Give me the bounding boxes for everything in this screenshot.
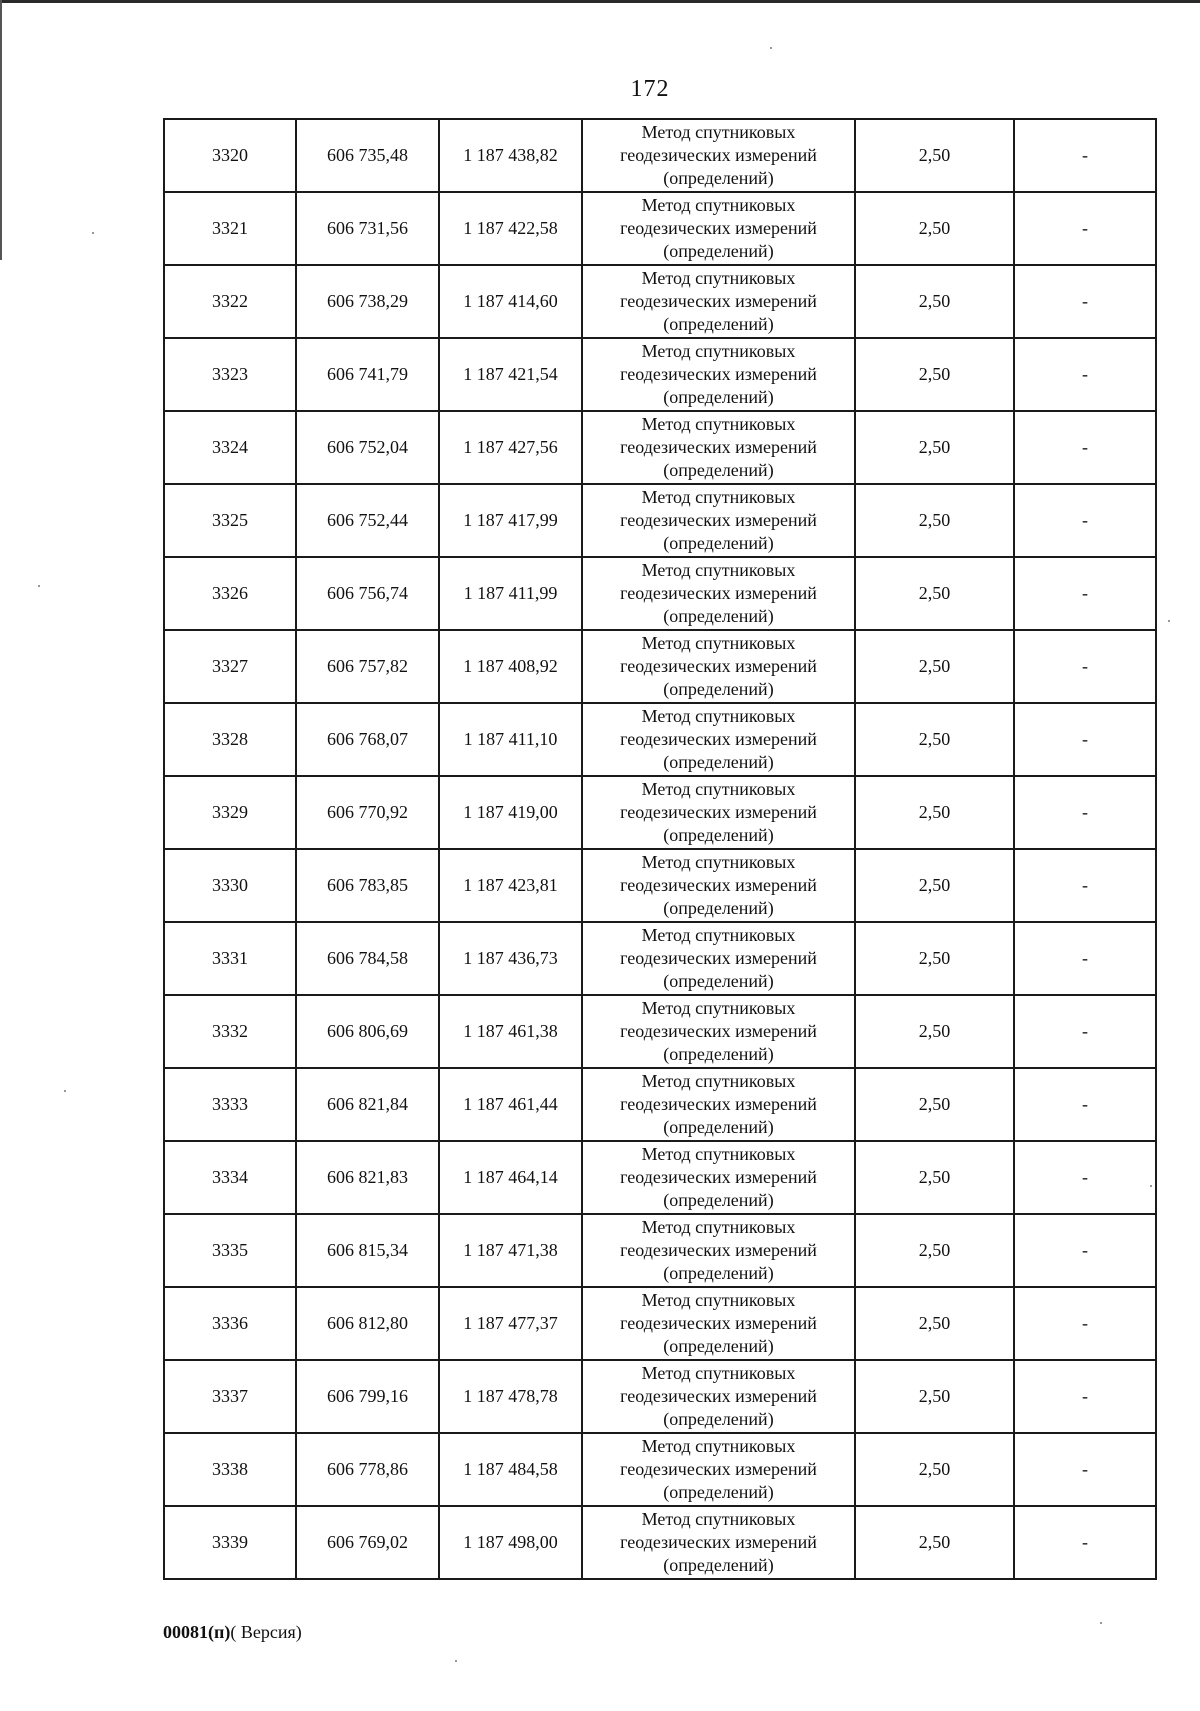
method-cell	[582, 1068, 855, 1141]
method-cell	[582, 1214, 855, 1287]
method-line: Метод спутниковых	[641, 414, 796, 434]
y-coordinate-cell: 1 187 464,14	[439, 1141, 582, 1214]
method-line: Метод спутниковых	[641, 1071, 796, 1091]
point-number-cell: 3337	[164, 1360, 296, 1433]
method-line: Метод спутниковых	[641, 998, 796, 1018]
table-row	[164, 1506, 1156, 1579]
method-line: Метод спутниковых	[641, 1436, 796, 1456]
x-coordinate-cell: 606 756,74	[296, 557, 439, 630]
table-row	[164, 1068, 1156, 1141]
scan-edge-left	[0, 0, 2, 260]
accuracy-cell: 2,50	[855, 995, 1014, 1068]
point-number-cell: 3326	[164, 557, 296, 630]
method-line: (определений)	[663, 1336, 774, 1356]
point-number-cell: 3333	[164, 1068, 296, 1141]
method-line: Метод спутниковых	[641, 122, 796, 142]
method-line: геодезических измерений	[620, 1021, 817, 1041]
table-row	[164, 630, 1156, 703]
method-line: (определений)	[663, 168, 774, 188]
point-number-cell: 3323	[164, 338, 296, 411]
scan-speck	[1150, 1185, 1152, 1187]
method-line: геодезических измерений	[620, 1386, 817, 1406]
method-line: геодезических измерений	[620, 583, 817, 603]
accuracy-cell: 2,50	[855, 922, 1014, 995]
page-number-text: 172	[630, 76, 670, 102]
method-cell	[582, 265, 855, 338]
x-coordinate-cell: 606 752,44	[296, 484, 439, 557]
accuracy-cell: 2,50	[855, 1433, 1014, 1506]
method-cell	[582, 630, 855, 703]
extra-cell: -	[1014, 1214, 1156, 1287]
x-coordinate-cell: 606 738,29	[296, 265, 439, 338]
method-line: геодезических измерений	[620, 437, 817, 457]
scan-speck	[38, 585, 40, 587]
point-number-cell: 3321	[164, 192, 296, 265]
footer-code-version: ( Версия)	[230, 1622, 302, 1642]
extra-cell: -	[1014, 1141, 1156, 1214]
method-line: (определений)	[663, 1555, 774, 1575]
x-coordinate-cell: 606 812,80	[296, 1287, 439, 1360]
extra-cell: -	[1014, 411, 1156, 484]
extra-cell: -	[1014, 192, 1156, 265]
point-number-cell: 3325	[164, 484, 296, 557]
table-row	[164, 849, 1156, 922]
method-line: Метод спутниковых	[641, 779, 796, 799]
y-coordinate-cell: 1 187 461,38	[439, 995, 582, 1068]
extra-cell: -	[1014, 265, 1156, 338]
accuracy-cell: 2,50	[855, 338, 1014, 411]
method-cell	[582, 557, 855, 630]
y-coordinate-cell: 1 187 422,58	[439, 192, 582, 265]
point-number-cell: 3335	[164, 1214, 296, 1287]
accuracy-cell: 2,50	[855, 630, 1014, 703]
method-line: геодезических измерений	[620, 1532, 817, 1552]
table-row	[164, 922, 1156, 995]
scan-speck	[770, 47, 772, 49]
y-coordinate-cell: 1 187 411,10	[439, 703, 582, 776]
point-number-cell: 3331	[164, 922, 296, 995]
x-coordinate-cell: 606 735,48	[296, 119, 439, 192]
method-line: геодезических измерений	[620, 291, 817, 311]
method-line: (определений)	[663, 241, 774, 261]
x-coordinate-cell: 606 741,79	[296, 338, 439, 411]
method-line: Метод спутниковых	[641, 925, 796, 945]
method-line: геодезических измерений	[620, 1094, 817, 1114]
x-coordinate-cell: 606 769,02	[296, 1506, 439, 1579]
point-number-cell: 3327	[164, 630, 296, 703]
y-coordinate-cell: 1 187 423,81	[439, 849, 582, 922]
accuracy-cell: 2,50	[855, 849, 1014, 922]
accuracy-cell: 2,50	[855, 411, 1014, 484]
y-coordinate-cell: 1 187 471,38	[439, 1214, 582, 1287]
table-row	[164, 265, 1156, 338]
method-line: (определений)	[663, 606, 774, 626]
method-line: Метод спутниковых	[641, 560, 796, 580]
x-coordinate-cell: 606 752,04	[296, 411, 439, 484]
extra-cell: -	[1014, 703, 1156, 776]
point-number-cell: 3324	[164, 411, 296, 484]
method-cell	[582, 338, 855, 411]
method-line: (определений)	[663, 460, 774, 480]
extra-cell: -	[1014, 1506, 1156, 1579]
extra-cell: -	[1014, 557, 1156, 630]
method-line: (определений)	[663, 1190, 774, 1210]
method-line: (определений)	[663, 971, 774, 991]
accuracy-cell: 2,50	[855, 557, 1014, 630]
y-coordinate-cell: 1 187 478,78	[439, 1360, 582, 1433]
point-number-cell: 3336	[164, 1287, 296, 1360]
table-row	[164, 557, 1156, 630]
method-line: (определений)	[663, 679, 774, 699]
x-coordinate-cell: 606 784,58	[296, 922, 439, 995]
method-line: геодезических измерений	[620, 218, 817, 238]
accuracy-cell: 2,50	[855, 265, 1014, 338]
table-row	[164, 411, 1156, 484]
table-row	[164, 1433, 1156, 1506]
extra-cell: -	[1014, 484, 1156, 557]
method-line: геодезических измерений	[620, 1240, 817, 1260]
y-coordinate-cell: 1 187 498,00	[439, 1506, 582, 1579]
accuracy-cell: 2,50	[855, 776, 1014, 849]
accuracy-cell: 2,50	[855, 1506, 1014, 1579]
x-coordinate-cell: 606 806,69	[296, 995, 439, 1068]
method-line: (определений)	[663, 1044, 774, 1064]
extra-cell: -	[1014, 1287, 1156, 1360]
accuracy-cell: 2,50	[855, 484, 1014, 557]
point-number-cell: 3329	[164, 776, 296, 849]
table-row	[164, 776, 1156, 849]
table-row	[164, 484, 1156, 557]
table-row	[164, 119, 1156, 192]
y-coordinate-cell: 1 187 484,58	[439, 1433, 582, 1506]
y-coordinate-cell: 1 187 419,00	[439, 776, 582, 849]
method-line: Метод спутниковых	[641, 706, 796, 726]
method-line: Метод спутниковых	[641, 1509, 796, 1529]
table-row	[164, 1360, 1156, 1433]
method-cell	[582, 484, 855, 557]
method-cell	[582, 995, 855, 1068]
point-number-cell: 3328	[164, 703, 296, 776]
method-line: геодезических измерений	[620, 875, 817, 895]
accuracy-cell: 2,50	[855, 1360, 1014, 1433]
method-line: геодезических измерений	[620, 656, 817, 676]
extra-cell: -	[1014, 630, 1156, 703]
method-line: Метод спутниковых	[641, 195, 796, 215]
coordinates-table-body	[164, 119, 1156, 1579]
method-line: (определений)	[663, 1482, 774, 1502]
page-number	[0, 76, 1200, 103]
scan-speck	[455, 1660, 457, 1662]
method-line: геодезических измерений	[620, 364, 817, 384]
coordinates-table	[163, 118, 1157, 1580]
y-coordinate-cell: 1 187 414,60	[439, 265, 582, 338]
y-coordinate-cell: 1 187 436,73	[439, 922, 582, 995]
method-line: (определений)	[663, 898, 774, 918]
point-number-cell: 3330	[164, 849, 296, 922]
y-coordinate-cell: 1 187 421,54	[439, 338, 582, 411]
method-cell	[582, 1287, 855, 1360]
x-coordinate-cell: 606 783,85	[296, 849, 439, 922]
method-line: геодезических измерений	[620, 1167, 817, 1187]
method-line: геодезических измерений	[620, 729, 817, 749]
method-line: геодезических измерений	[620, 510, 817, 530]
x-coordinate-cell: 606 770,92	[296, 776, 439, 849]
method-line: Метод спутниковых	[641, 341, 796, 361]
method-line: Метод спутниковых	[641, 633, 796, 653]
extra-cell: -	[1014, 1433, 1156, 1506]
point-number-cell: 3320	[164, 119, 296, 192]
accuracy-cell: 2,50	[855, 1141, 1014, 1214]
table-row	[164, 995, 1156, 1068]
x-coordinate-cell: 606 768,07	[296, 703, 439, 776]
scan-speck	[1100, 1622, 1102, 1624]
method-line: (определений)	[663, 1409, 774, 1429]
scan-edge-top	[0, 0, 1200, 3]
point-number-cell: 3322	[164, 265, 296, 338]
method-line: (определений)	[663, 752, 774, 772]
x-coordinate-cell: 606 799,16	[296, 1360, 439, 1433]
method-line: Метод спутниковых	[641, 268, 796, 288]
y-coordinate-cell: 1 187 408,92	[439, 630, 582, 703]
method-line: (определений)	[663, 533, 774, 553]
method-cell	[582, 1506, 855, 1579]
footer-code-bold: 00081(п)	[163, 1622, 231, 1642]
table-row	[164, 1214, 1156, 1287]
method-line: геодезических измерений	[620, 145, 817, 165]
y-coordinate-cell: 1 187 477,37	[439, 1287, 582, 1360]
x-coordinate-cell: 606 731,56	[296, 192, 439, 265]
method-cell	[582, 849, 855, 922]
table-row	[164, 338, 1156, 411]
method-line: (определений)	[663, 825, 774, 845]
method-cell	[582, 703, 855, 776]
method-line: (определений)	[663, 314, 774, 334]
coordinates-table-container	[163, 118, 1155, 1580]
x-coordinate-cell: 606 821,83	[296, 1141, 439, 1214]
method-cell	[582, 1141, 855, 1214]
method-line: Метод спутниковых	[641, 852, 796, 872]
accuracy-cell: 2,50	[855, 192, 1014, 265]
accuracy-cell: 2,50	[855, 703, 1014, 776]
method-line: (определений)	[663, 1263, 774, 1283]
extra-cell: -	[1014, 338, 1156, 411]
y-coordinate-cell: 1 187 417,99	[439, 484, 582, 557]
method-cell	[582, 119, 855, 192]
method-line: Метод спутниковых	[641, 1290, 796, 1310]
point-number-cell: 3332	[164, 995, 296, 1068]
y-coordinate-cell: 1 187 427,56	[439, 411, 582, 484]
scan-speck	[64, 1090, 66, 1092]
method-cell	[582, 1360, 855, 1433]
y-coordinate-cell: 1 187 438,82	[439, 119, 582, 192]
scan-speck	[92, 232, 94, 234]
method-line: Метод спутниковых	[641, 1217, 796, 1237]
point-number-cell: 3338	[164, 1433, 296, 1506]
table-row	[164, 1287, 1156, 1360]
method-cell	[582, 1433, 855, 1506]
method-line: геодезических измерений	[620, 1313, 817, 1333]
method-cell	[582, 922, 855, 995]
method-cell	[582, 776, 855, 849]
method-line: (определений)	[663, 1117, 774, 1137]
extra-cell: -	[1014, 849, 1156, 922]
x-coordinate-cell: 606 778,86	[296, 1433, 439, 1506]
extra-cell: -	[1014, 995, 1156, 1068]
document-footer-code	[163, 1622, 302, 1643]
accuracy-cell: 2,50	[855, 1214, 1014, 1287]
y-coordinate-cell: 1 187 411,99	[439, 557, 582, 630]
point-number-cell: 3339	[164, 1506, 296, 1579]
method-cell	[582, 192, 855, 265]
table-row	[164, 192, 1156, 265]
extra-cell: -	[1014, 1068, 1156, 1141]
accuracy-cell: 2,50	[855, 1287, 1014, 1360]
accuracy-cell: 2,50	[855, 119, 1014, 192]
x-coordinate-cell: 606 815,34	[296, 1214, 439, 1287]
method-line: геодезических измерений	[620, 802, 817, 822]
method-line: Метод спутниковых	[641, 1363, 796, 1383]
extra-cell: -	[1014, 119, 1156, 192]
x-coordinate-cell: 606 757,82	[296, 630, 439, 703]
extra-cell: -	[1014, 776, 1156, 849]
method-line: (определений)	[663, 387, 774, 407]
table-row	[164, 1141, 1156, 1214]
extra-cell: -	[1014, 922, 1156, 995]
point-number-cell: 3334	[164, 1141, 296, 1214]
method-line: геодезических измерений	[620, 948, 817, 968]
x-coordinate-cell: 606 821,84	[296, 1068, 439, 1141]
y-coordinate-cell: 1 187 461,44	[439, 1068, 582, 1141]
method-line: геодезических измерений	[620, 1459, 817, 1479]
method-line: Метод спутниковых	[641, 487, 796, 507]
method-cell	[582, 411, 855, 484]
extra-cell: -	[1014, 1360, 1156, 1433]
table-row	[164, 703, 1156, 776]
method-line: Метод спутниковых	[641, 1144, 796, 1164]
accuracy-cell: 2,50	[855, 1068, 1014, 1141]
scan-speck	[1168, 620, 1170, 622]
